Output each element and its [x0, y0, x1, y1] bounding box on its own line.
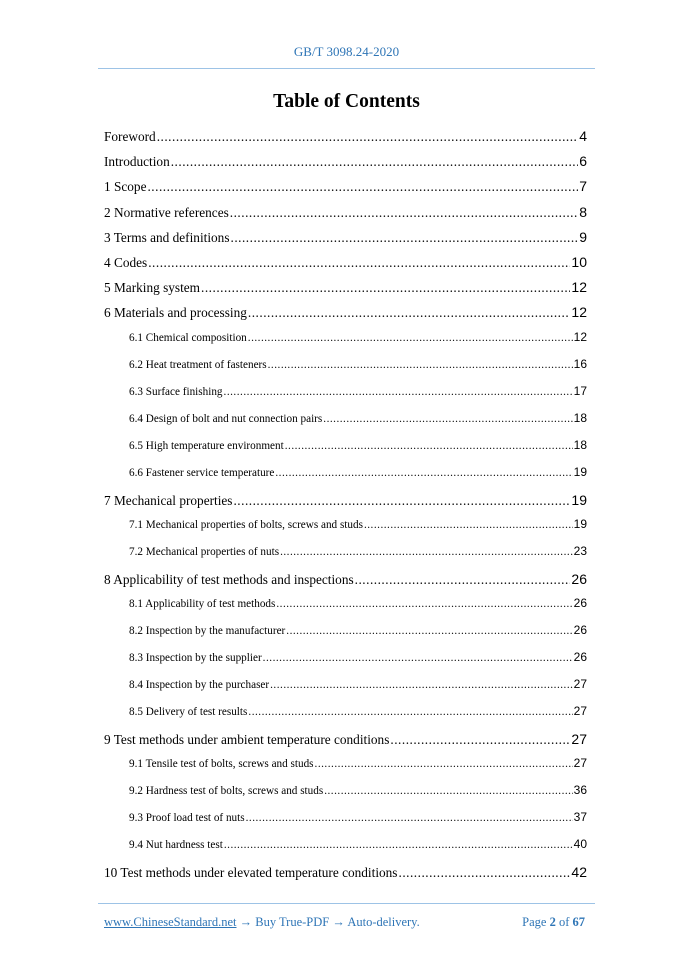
toc-entry-label: 8.5 Delivery of test results: [129, 705, 248, 718]
header-divider: [98, 68, 595, 69]
toc-subentry[interactable]: [104, 326, 587, 353]
toc-entry-page: 12: [571, 279, 587, 296]
of-word: of: [558, 915, 570, 929]
toc-subentry[interactable]: [104, 646, 587, 673]
toc-entry-label: 7.2 Mechanical properties of nuts: [129, 545, 280, 558]
toc-entry-page: 17: [573, 383, 587, 398]
dot-leader: [224, 834, 573, 857]
toc-entry-page: 18: [573, 410, 587, 425]
total-pages: 67: [572, 915, 585, 929]
dot-leader: [148, 250, 570, 275]
toc-entry-page: 26: [573, 595, 587, 610]
toc-entry[interactable]: [104, 200, 587, 225]
toc-entry-label: 9 Test methods under ambient temperature conditions: [104, 731, 390, 747]
toc-entry[interactable]: [104, 124, 587, 149]
toc-entry[interactable]: [104, 300, 587, 325]
toc-entry[interactable]: [104, 225, 587, 250]
toc-entry-page: 18: [573, 437, 587, 452]
toc-entry-page: 19: [571, 491, 587, 508]
dot-leader: [248, 701, 572, 724]
toc-entry[interactable]: [104, 149, 587, 174]
current-page-number: 2: [549, 915, 556, 929]
toc-entry[interactable]: [104, 727, 587, 752]
dot-leader: [248, 300, 571, 325]
dot-leader: [286, 620, 572, 643]
dot-leader: [270, 674, 573, 697]
toc-entry-label: 8.2 Inspection by the manufacturer: [129, 624, 286, 637]
toc-entry-label: 9.4 Nut hardness test: [129, 839, 223, 852]
dot-leader: [355, 567, 571, 592]
toc-entry-page: 9: [579, 228, 587, 245]
dot-leader: [280, 541, 573, 564]
dot-leader: [390, 727, 570, 752]
dot-leader: [399, 860, 571, 885]
dot-leader: [324, 780, 572, 803]
toc-entry-label: 6 Materials and processing: [104, 305, 247, 321]
toc-entry-label: 6.6 Fastener service temperature: [129, 466, 275, 479]
dot-leader: [231, 225, 579, 250]
dot-leader: [230, 200, 578, 225]
toc-entry-label: 8.4 Inspection by the purchaser: [129, 678, 270, 691]
dot-leader: [224, 381, 573, 404]
dot-leader: [275, 462, 572, 485]
toc-entry-label: 6.4 Design of bolt and nut connection pairs: [129, 412, 323, 425]
toc-entry-page: 37: [573, 810, 587, 825]
delivery-text: Auto-delivery.: [347, 915, 420, 929]
toc-subentry[interactable]: [104, 779, 587, 806]
footer-divider: [98, 903, 595, 904]
page-title: Table of Contents: [273, 91, 420, 112]
dot-leader: [233, 488, 570, 513]
toc-entry-page: 12: [573, 329, 587, 344]
page-word: Page: [522, 915, 547, 929]
dot-leader: [323, 408, 572, 431]
toc-subentry[interactable]: [104, 673, 587, 700]
toc-subentry[interactable]: [104, 592, 587, 619]
toc-entry-label: 7 Mechanical properties: [104, 492, 233, 508]
toc-entry-label: Introduction: [104, 154, 170, 170]
toc-entry[interactable]: [104, 250, 587, 275]
toc-entry-page: 12: [571, 304, 587, 321]
page-indicator: [522, 915, 585, 930]
toc-entry-label: 10 Test methods under elevated temperature conditions: [104, 865, 398, 881]
toc-entry-page: 42: [571, 864, 587, 881]
toc-entry-label: 6.3 Surface finishing: [129, 385, 223, 398]
dot-leader: [315, 753, 573, 776]
toc-subentry[interactable]: [104, 353, 587, 380]
toc-entry-page: 26: [573, 649, 587, 664]
toc-entry-label: 2 Normative references: [104, 204, 229, 220]
table-of-contents: [104, 124, 587, 885]
toc-entry-page: 23: [573, 543, 587, 558]
toc-entry[interactable]: [104, 488, 587, 513]
toc-entry-label: 8.3 Inspection by the supplier: [129, 651, 262, 664]
toc-entry-label: 7.1 Mechanical properties of bolts, screws and studs: [129, 518, 363, 531]
toc-entry[interactable]: [104, 174, 587, 199]
dot-leader: [276, 593, 572, 616]
dot-leader: [157, 124, 579, 149]
toc-entry-page: 27: [573, 676, 587, 691]
toc-subentry[interactable]: [104, 833, 587, 860]
dot-leader: [285, 435, 573, 458]
toc-entry-page: 19: [573, 464, 587, 479]
toc-entry-label: 1 Scope: [104, 179, 147, 195]
toc-entry-page: 26: [573, 622, 587, 637]
toc-entry[interactable]: [104, 275, 587, 300]
toc-entry-page: 7: [579, 178, 587, 195]
toc-entry-page: 36: [573, 783, 587, 798]
toc-entry-label: 6.2 Heat treatment of fasteners: [129, 358, 267, 371]
toc-entry-page: 19: [573, 516, 587, 531]
toc-entry-label: Foreword: [104, 129, 156, 144]
toc-entry-page: 27: [573, 756, 587, 771]
toc-entry-page: 8: [579, 203, 587, 220]
toc-subentry[interactable]: [104, 513, 587, 540]
document-code-header: GB/T 3098.24-2020: [293, 44, 400, 59]
toc-subentry[interactable]: [104, 540, 587, 567]
dot-leader: [201, 275, 570, 300]
site-link[interactable]: www.ChineseStandard.net: [104, 915, 237, 929]
toc-subentry[interactable]: [104, 380, 587, 407]
dot-leader: [171, 149, 578, 174]
toc-entry-page: 27: [573, 703, 587, 718]
toc-entry-label: 5 Marking system: [104, 280, 201, 296]
toc-entry-page: 10: [571, 253, 587, 270]
toc-entry-page: 27: [571, 730, 587, 747]
dot-leader: [268, 354, 573, 377]
toc-entry-label: 6.5 High temperature environment: [129, 439, 284, 452]
arrow-right-icon: →: [239, 915, 253, 929]
toc-entry-page: 26: [571, 570, 587, 587]
toc-subentry[interactable]: [104, 806, 587, 833]
toc-entry-page: 4: [579, 128, 587, 144]
dot-leader: [248, 327, 573, 350]
toc-entry-label: 9.2 Hardness test of bolts, screws and studs: [129, 785, 324, 798]
toc-entry-label: 4 Codes: [104, 254, 148, 270]
toc-entry-label: 6.1 Chemical composition: [129, 331, 247, 344]
toc-subentry[interactable]: [104, 461, 587, 488]
buy-link[interactable]: Buy True-PDF: [255, 915, 330, 929]
toc-subentry[interactable]: [104, 700, 587, 727]
toc-subentry[interactable]: [104, 752, 587, 779]
dot-leader: [147, 174, 578, 199]
toc-entry[interactable]: [104, 567, 587, 592]
dot-leader: [364, 514, 573, 537]
dot-leader: [246, 807, 573, 830]
toc-subentry[interactable]: [104, 619, 587, 646]
toc-subentry[interactable]: [104, 407, 587, 434]
toc-entry-page: 16: [573, 356, 587, 371]
toc-entry-label: 9.3 Proof load test of nuts: [129, 812, 245, 825]
arrow-right-icon: →: [332, 915, 345, 929]
toc-entry[interactable]: [104, 860, 587, 885]
toc-entry-label: 9.1 Tensile test of bolts, screws and studs: [129, 758, 314, 771]
toc-subentry[interactable]: [104, 434, 587, 461]
toc-entry-label: 8.1 Applicability of test methods: [129, 597, 276, 610]
toc-entry-label: 3 Terms and definitions: [104, 229, 230, 245]
toc-entry-page: 40: [573, 837, 587, 852]
toc-entry-page: 6: [579, 153, 587, 170]
dot-leader: [263, 647, 573, 670]
toc-entry-label: 8 Applicability of test methods and inspections: [104, 571, 354, 587]
footer-promo: [104, 915, 420, 930]
